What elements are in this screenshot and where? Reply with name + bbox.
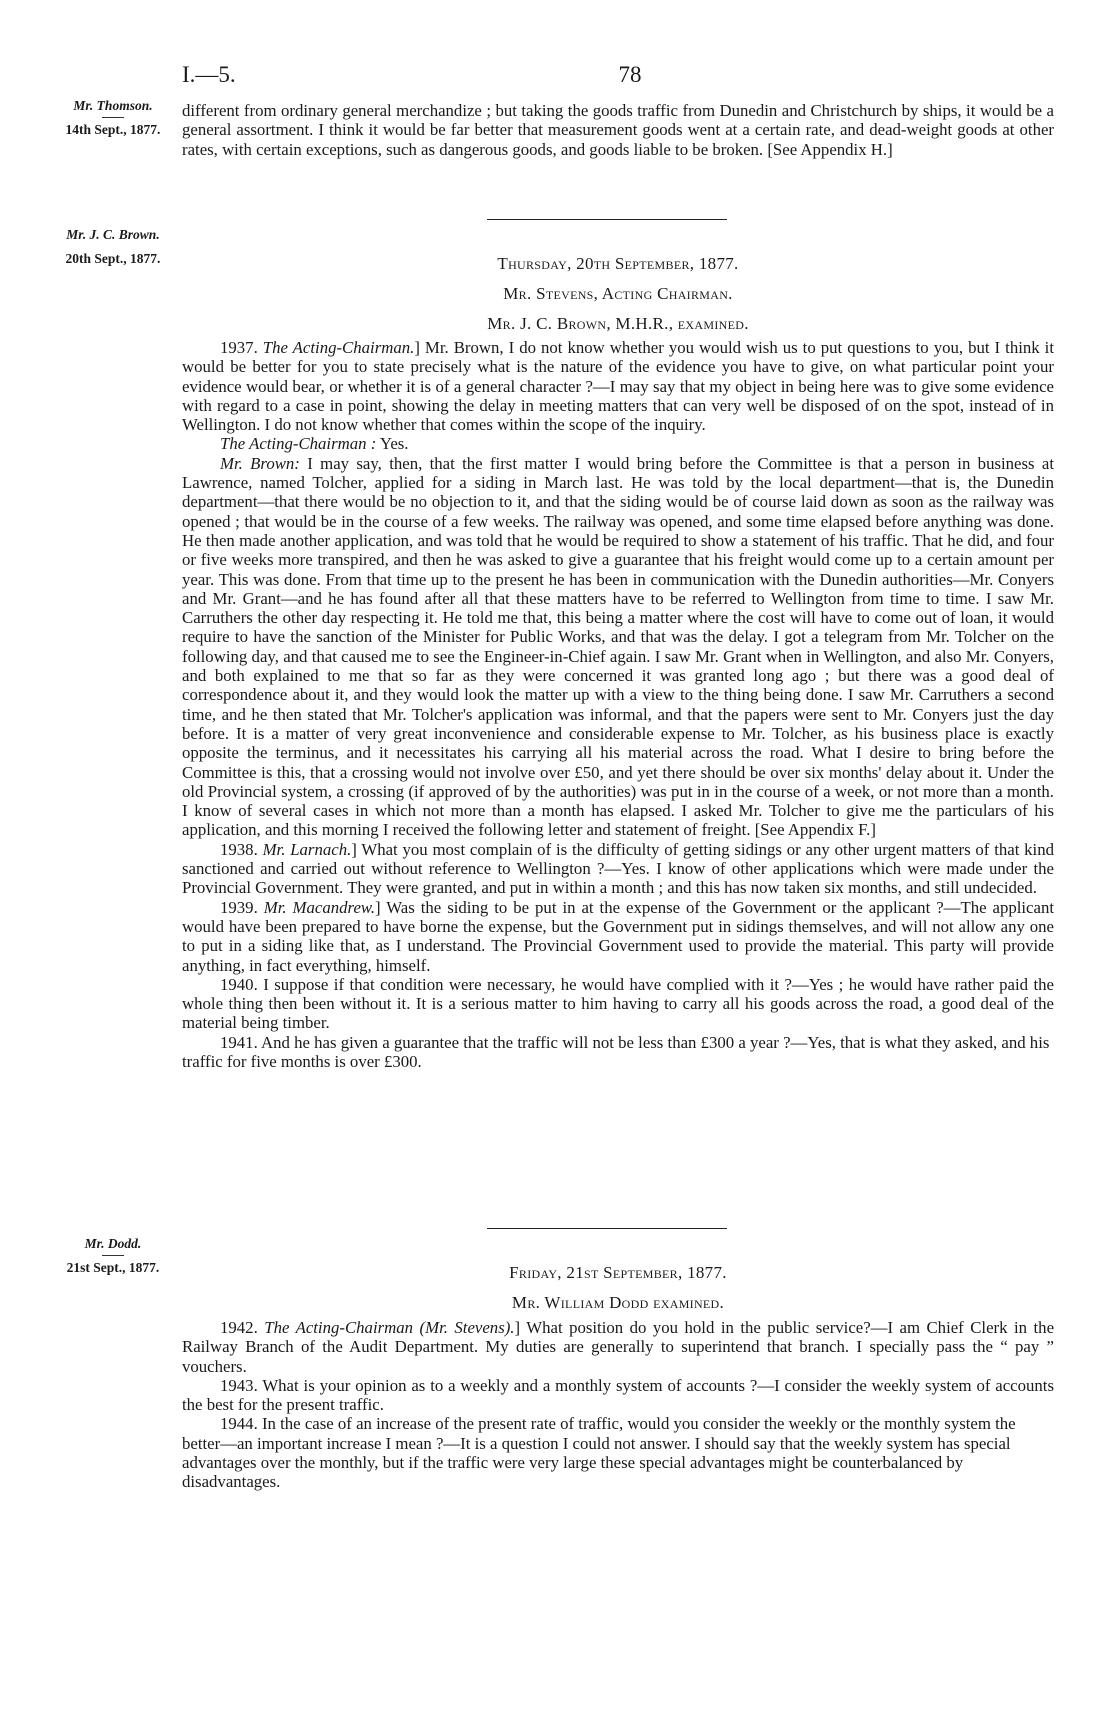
- question-1941: [182, 1033, 1054, 1072]
- witness-text: Mr. William Dodd examined.: [511, 1293, 725, 1312]
- speaker: Mr. Brown:: [220, 453, 300, 473]
- margin-divider: [102, 1255, 124, 1256]
- margin-name: Mr. Thomson.: [73, 98, 153, 113]
- question-text: What is your opinion as to a weekly and a monthly system of accounts ?—I consider the weekly system of accounts the best for the present traffic.: [182, 1375, 1054, 1415]
- section2-date-heading: Friday, 21st September, 1877.: [509, 1263, 727, 1282]
- question-number: 1940.: [220, 974, 264, 994]
- section1-date-heading: Thursday, 20th September, 1877.: [497, 254, 739, 273]
- intro-paragraph-block: [182, 101, 1054, 159]
- speaker: The Acting-Chairman :: [220, 434, 377, 454]
- question-text: ] Mr. Brown, I do not know whether you would wish us to put questions to you, but I think it would be better for you to state precisely what is the nature of the evidence you have to give, on what particular point your evidence would bear, or whether it is of a general character ?—I may say that my object in being here was to give some evidence with regard to a case in point, showing the delay in meeting matters that can very well be disposed of on the spot, instead of in Wellington. I do not know whether that comes within the scope of the inquiry.: [182, 338, 1054, 435]
- margin-note-dodd: [38, 1236, 188, 1276]
- margin-name: Mr. Dodd.: [84, 1236, 142, 1251]
- speaker: Mr. Larnach.: [262, 839, 352, 859]
- section1-chair: [182, 284, 1054, 304]
- question-number: 1942.: [220, 1318, 265, 1337]
- question-1942: [182, 1318, 1054, 1376]
- chair-text: Mr. Stevens, Acting Chairman.: [503, 284, 733, 303]
- margin-date: 21st Sept., 1877.: [66, 1260, 160, 1275]
- brown-statement: [182, 454, 1054, 840]
- question-text: And he has given a guarantee that the traffic will not be less than £300 a year ?—Yes, that is what they asked, and his traffic for five months is over £300.: [182, 1032, 1050, 1071]
- margin-divider: [102, 117, 124, 118]
- question-1938: [182, 840, 1054, 898]
- speaker: The Acting-Chairman (Mr. Stevens).: [264, 1318, 515, 1337]
- statement-text: I may say, then, that the first matter I would bring before the Committee is that a person in business at Lawrence, named Tolcher, applied for a siding in March last. He was told by the local department—that is, the Dunedin department—that there would be no objection to it, and that the siding would be of course laid down as soon as the railway was opened ; that would be in the course of a few weeks. The railway was opened, and some time elapsed before anything was done. He then made another application, and was told that he would be required to show a statement of his traffic. That he did, and four or five weeks more transpired, and then he was asked to give a guarantee that his freight would come up to a certain amount per year. This was done. From that time up to the present he has been in communication with the Dunedin authorities—Mr. Conyers and Mr. Grant—and he has found after all that these matters have to be referred to Wellington from time to time. I saw Mr. Carruthers the other day respecting it. He told me that, this being a matter where the cost will have to come out of loan, it would require to have the sanction of the Minister for Public Works, and that was the delay. I got a telegram from Mr. Tolcher on the following day, and that caused me to see the Engineer-in-Chief again. I saw Mr. Grant when in Wellington, and also Mr. Conyers, and both explained to me that so far as they were concerned it was granted long ago ; but there was a good deal of correspondence about it, and they would look the matter up with a view to the thing being done. I saw Mr. Carruthers a second time, and he then stated that Mr. Tolcher's application was informal, and that the papers were sent to Mr. Conyers just the day before. It is a matter of very great inconvenience and considerable expense to Mr. Tolcher, as his business place is exactly opposite the terminus, and it necessitates his carrying all his material across the road. What I desire to bring before the Committee is this, that a crossing would not involve over £50, and yet there should be over six months' delay about it. Under the old Provincial system, a crossing (if approved of by the authorities) was put in in the course of a week, or not more than a month. I know of several cases in which not more than a month has elapsed. I asked Mr. Tolcher to give me the particulars of his application, and this morning I received the following letter and statement of freight. [See Appendix F.]: [182, 453, 1054, 840]
- question-number: 1938.: [220, 839, 263, 859]
- chair-reply: [182, 434, 1054, 453]
- question-number: 1939.: [220, 897, 264, 917]
- section1-body: [182, 338, 1054, 1071]
- question-number: 1937.: [220, 338, 263, 357]
- question-1940: [182, 975, 1054, 1033]
- question-1939: [182, 898, 1054, 975]
- margin-date: 14th Sept., 1877.: [65, 122, 161, 137]
- speaker: The Acting-Chairman.: [262, 338, 415, 357]
- section2-body: [182, 1318, 1054, 1492]
- speaker: Mr. Macandrew.: [263, 897, 376, 917]
- margin-note-brown: [38, 227, 188, 267]
- question-text: I suppose if that condition were necessary, he would have complied with it ?—Yes ; he would have rather paid the whole thing then been without it. It is a serious matter to him having to carry all his goods across the road, a good deal of the material being timber.: [182, 974, 1054, 1033]
- section-rule: [487, 1228, 727, 1229]
- section-rule: [487, 219, 727, 220]
- question-text: ] Was the siding to be put in at the expense of the Government or the applicant ?—The applicant would have been prepared to have borne the expense, but the Government put in sidings themselves, and will not allow any one to put in a siding like that, as I understand. The Provincial Government used to provide the material. This party will provide anything, in fact everything, himself.: [182, 897, 1055, 975]
- paper-reference: I.—5.: [182, 62, 236, 87]
- section2-witness: [182, 1293, 1054, 1313]
- margin-name: Mr. J. C. Brown.: [66, 227, 160, 242]
- intro-paragraph: different from ordinary general merchandize ; but taking the goods traffic from Dunedin and Christchurch by ships, it would be a general assortment. I think it would be far better that measurement goods went at a certain rate, and dead-weight goods at other rates, with certain exceptions, such as dangerous goods, and goods liable to be broken. [See Appendix H.]: [182, 101, 1054, 159]
- question-1943: [182, 1376, 1054, 1415]
- question-1944: [182, 1414, 1054, 1491]
- question-1937: [182, 338, 1054, 434]
- question-text: ] What you most complain of is the difficulty of getting sidings or any other urgent matters of that kind sanctioned and carried out without reference to Wellington ?—Yes. I know of other applications which were made under the Provincial Government. They were granted, and put in within a month ; and this has now taken six months, and still undecided.: [182, 839, 1054, 898]
- margin-date: 20th Sept., 1877.: [65, 251, 161, 266]
- question-text: In the case of an increase of the present rate of traffic, would you consider the weekly or the monthly system the better—an important increase I mean ?—It is a question I could not answer. I should say that the weekly system has special advantages over the monthly, but if the traffic were very large these special advantages might be counterbalanced by disadvantages.: [182, 1414, 1016, 1492]
- question-number: 1944.: [220, 1414, 262, 1434]
- question-number: 1941.: [220, 1032, 262, 1052]
- section1-witness: [182, 314, 1054, 334]
- margin-note-thomson: [38, 98, 188, 138]
- question-number: 1943.: [220, 1375, 263, 1395]
- witness-text: Mr. J. C. Brown, M.H.R., examined.: [487, 314, 749, 333]
- question-text: ] What position do you hold in the public service?—I am Chief Clerk in the Railway Branch of the Audit Department. My duties are generally to superintend that branch. I specially pass the “ pay ” vouchers.: [182, 1318, 1055, 1376]
- reply-text: Yes.: [376, 434, 409, 454]
- page-number: 78: [618, 62, 642, 87]
